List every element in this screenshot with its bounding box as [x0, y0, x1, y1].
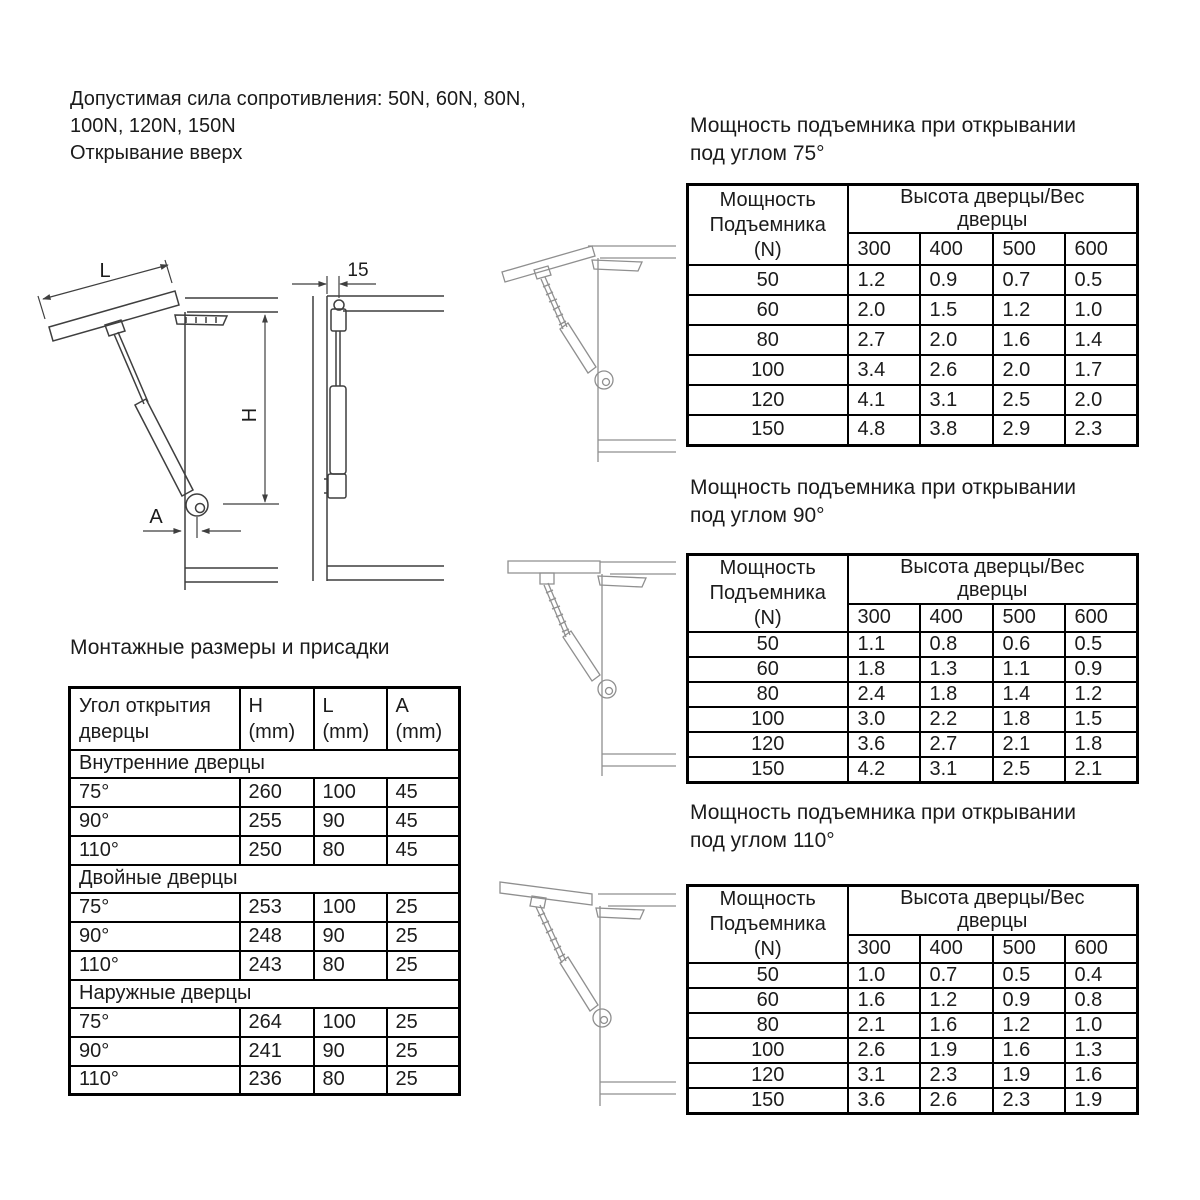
- table-row: [70, 1037, 460, 1066]
- header-line: A: [395, 694, 409, 717]
- table-cell: 260: [240, 778, 314, 807]
- table-row: [688, 265, 1138, 295]
- table-row: [688, 682, 1138, 707]
- table-cell: 110°: [70, 836, 240, 865]
- table-cell: 80: [688, 682, 848, 707]
- col-header-power: [688, 185, 848, 266]
- table-cell: 80: [314, 836, 387, 865]
- mounting-header-row: [70, 688, 460, 750]
- header-line: Высота дверцы/Вес: [900, 186, 1085, 208]
- table-cell: 3.1: [920, 385, 993, 415]
- table-cell: 80: [314, 1066, 387, 1095]
- table-cell: 0.9: [920, 265, 993, 295]
- table-cell: 120: [688, 385, 848, 415]
- header-line: дверцы: [957, 579, 1028, 602]
- section-row: [70, 750, 460, 778]
- table-cell: 1.6: [993, 1038, 1065, 1063]
- table-cell: 4.2: [848, 757, 920, 783]
- power-table-90: [686, 553, 1139, 784]
- header-line: Подъемника: [709, 213, 826, 236]
- table-row: [688, 1088, 1138, 1114]
- table-cell: 120: [688, 732, 848, 757]
- table-cell: 1.1: [848, 632, 920, 657]
- table-cell: 255: [240, 807, 314, 836]
- table-cell: 4.8: [848, 415, 920, 445]
- table-cell: 1.6: [993, 325, 1065, 355]
- table-cell: 1.8: [1065, 732, 1138, 757]
- table-cell: 3.6: [848, 732, 920, 757]
- power-header-row: [688, 886, 1138, 935]
- title-line: Мощность подъемника при открывании: [690, 801, 1077, 824]
- table-cell: 50: [688, 632, 848, 657]
- table-cell: 2.7: [848, 325, 920, 355]
- table-cell: 1.2: [920, 988, 993, 1013]
- intro-line: 100N, 120N, 150N: [70, 115, 236, 137]
- table-cell: 2.9: [993, 415, 1065, 445]
- table-row: [688, 415, 1138, 445]
- table-cell: 60: [688, 657, 848, 682]
- table-cell: 25: [387, 1066, 460, 1095]
- table-cell: 90°: [70, 1037, 240, 1066]
- table-cell: 1.6: [920, 1013, 993, 1038]
- table-cell: 1.5: [920, 295, 993, 325]
- table-cell: 1.2: [993, 295, 1065, 325]
- col-header-power: [688, 555, 848, 633]
- table-cell: 3.6: [848, 1088, 920, 1114]
- col-header-a: [387, 688, 460, 750]
- header-line: дверцы: [79, 720, 150, 743]
- table-cell: 2.2: [920, 707, 993, 732]
- power-table-75: [686, 183, 1139, 447]
- table-cell: 25: [387, 951, 460, 980]
- table-cell: 1.2: [1065, 682, 1138, 707]
- table-cell: 100: [688, 707, 848, 732]
- diagram-75-degrees: [488, 240, 678, 475]
- table-cell: 0.9: [1065, 657, 1138, 682]
- table-cell: 1.8: [993, 707, 1065, 732]
- header-line: Угол открытия: [79, 694, 211, 717]
- header-line: (N): [753, 607, 782, 629]
- table-cell: 45: [387, 807, 460, 836]
- table-cell: 1.4: [1065, 325, 1138, 355]
- table-cell: 2.4: [848, 682, 920, 707]
- header-line: дверцы: [957, 209, 1028, 231]
- table-cell: 0.7: [993, 265, 1065, 295]
- dim-label-l: L: [99, 260, 111, 282]
- header-line: (mm): [322, 720, 370, 743]
- table-cell: 1.2: [993, 1013, 1065, 1038]
- table-cell: 1.9: [993, 1063, 1065, 1088]
- main-mounting-diagram: [25, 255, 285, 605]
- table-cell: 2.5: [993, 385, 1065, 415]
- dim-label-offset: 15: [347, 260, 369, 281]
- table-row: [70, 807, 460, 836]
- table-cell: 90°: [70, 922, 240, 951]
- group-header-height-weight: [848, 185, 1138, 234]
- header-line: L: [322, 694, 334, 717]
- table-cell: 100: [688, 1038, 848, 1063]
- header-line: Мощность: [719, 888, 816, 910]
- table-cell: 250: [240, 836, 314, 865]
- title-line: под углом 110°: [690, 829, 835, 852]
- table-row: [688, 963, 1138, 988]
- table-cell: 3.1: [848, 1063, 920, 1088]
- table-cell: 0.6: [993, 632, 1065, 657]
- table-cell: 45: [387, 836, 460, 865]
- table-row: [70, 836, 460, 865]
- table-row: [688, 732, 1138, 757]
- table-cell: 0.4: [1065, 963, 1138, 988]
- height-col-header: 400: [920, 935, 993, 963]
- table-cell: 100: [314, 1008, 387, 1037]
- dim-label-h: H: [239, 407, 261, 423]
- side-view-diagram: [276, 248, 446, 618]
- header-line: Подъемника: [709, 913, 826, 935]
- table-cell: 100: [314, 778, 387, 807]
- table-cell: 150: [688, 415, 848, 445]
- height-col-header: 300: [848, 935, 920, 963]
- height-col-header: 600: [1065, 233, 1138, 265]
- table-cell: 0.5: [993, 963, 1065, 988]
- header-line: Мощность: [719, 188, 816, 211]
- header-line: Подъемника: [709, 582, 826, 604]
- height-col-header: 300: [848, 604, 920, 632]
- title-line: под углом 90°: [690, 504, 825, 527]
- table-cell: 1.1: [993, 657, 1065, 682]
- table-cell: 236: [240, 1066, 314, 1095]
- power-table-110: [686, 884, 1139, 1115]
- table-cell: 150: [688, 1088, 848, 1114]
- table-cell: 90: [314, 807, 387, 836]
- table-cell: 1.8: [848, 657, 920, 682]
- table-cell: 120: [688, 1063, 848, 1088]
- table-row: [70, 951, 460, 980]
- table-cell: 2.3: [1065, 415, 1138, 445]
- table-row: [688, 632, 1138, 657]
- table-cell: 264: [240, 1008, 314, 1037]
- table-cell: 80: [688, 325, 848, 355]
- group-header-height-weight: [848, 886, 1138, 935]
- table-cell: 100: [688, 355, 848, 385]
- table-cell: 0.7: [920, 963, 993, 988]
- col-header-power: [688, 886, 848, 964]
- table-cell: 1.8: [920, 682, 993, 707]
- table-cell: 2.3: [993, 1088, 1065, 1114]
- table-row: [688, 988, 1138, 1013]
- power-table-110-title: [690, 799, 1076, 855]
- table-row: [70, 778, 460, 807]
- table-cell: 3.1: [920, 757, 993, 783]
- table-row: [688, 1013, 1138, 1038]
- table-cell: 75°: [70, 1008, 240, 1037]
- table-cell: 50: [688, 265, 848, 295]
- mounting-heading: Монтажные размеры и присадки: [70, 636, 390, 659]
- table-cell: 90: [314, 1037, 387, 1066]
- table-cell: 241: [240, 1037, 314, 1066]
- table-cell: 253: [240, 893, 314, 922]
- table-cell: 75°: [70, 893, 240, 922]
- table-row: [688, 1063, 1138, 1088]
- dim-label-a: A: [149, 506, 163, 528]
- table-cell: 2.6: [920, 1088, 993, 1114]
- header-line: H: [248, 694, 263, 717]
- table-cell: 1.5: [1065, 707, 1138, 732]
- dimension-lines: [38, 260, 279, 538]
- height-col-header: 400: [920, 604, 993, 632]
- table-row: [688, 295, 1138, 325]
- table-cell: 4.1: [848, 385, 920, 415]
- table-cell: 1.4: [993, 682, 1065, 707]
- table-row: [70, 1008, 460, 1037]
- table-cell: 2.1: [993, 732, 1065, 757]
- table-cell: 2.0: [848, 295, 920, 325]
- col-header-angle: [70, 688, 240, 750]
- table-cell: 80: [314, 951, 387, 980]
- table-cell: 1.6: [848, 988, 920, 1013]
- table-row: [688, 757, 1138, 783]
- table-row: [688, 1038, 1138, 1063]
- header-line: (N): [753, 238, 782, 261]
- table-cell: 75°: [70, 778, 240, 807]
- table-cell: 2.6: [848, 1038, 920, 1063]
- header-line: (mm): [395, 720, 443, 743]
- table-cell: 2.0: [920, 325, 993, 355]
- table-cell: 2.0: [993, 355, 1065, 385]
- table-cell: 0.5: [1065, 265, 1138, 295]
- table-row: [70, 893, 460, 922]
- table-cell: 60: [688, 988, 848, 1013]
- table-cell: 0.5: [1065, 632, 1138, 657]
- table-cell: 25: [387, 922, 460, 951]
- table-cell: 0.8: [1065, 988, 1138, 1013]
- section-label: Внутренние дверцы: [70, 750, 460, 778]
- header-line: Высота дверцы/Вес: [900, 887, 1085, 910]
- table-cell: 1.0: [848, 963, 920, 988]
- power-header-row: [688, 555, 1138, 604]
- header-line: дверцы: [957, 910, 1028, 933]
- height-col-header: 400: [920, 233, 993, 265]
- intro-line: Допустимая сила сопротивления: 50N, 60N, 80N,: [70, 88, 526, 110]
- height-col-header: 500: [993, 233, 1065, 265]
- height-col-header: 300: [848, 233, 920, 265]
- table-row: [70, 1066, 460, 1095]
- title-line: Мощность подъемника при открывании: [690, 476, 1077, 499]
- table-cell: 1.9: [1065, 1088, 1138, 1114]
- header-line: (mm): [248, 720, 296, 743]
- section-label: Двойные дверцы: [70, 865, 460, 893]
- table-cell: 1.2: [848, 265, 920, 295]
- table-cell: 1.3: [920, 657, 993, 682]
- col-header-l: [314, 688, 387, 750]
- height-col-header: 600: [1065, 935, 1138, 963]
- height-col-header: 500: [993, 935, 1065, 963]
- table-cell: 90: [314, 922, 387, 951]
- diagram-110-degrees: [488, 866, 678, 1116]
- height-col-header: 600: [1065, 604, 1138, 632]
- table-cell: 150: [688, 757, 848, 783]
- table-cell: 110°: [70, 1066, 240, 1095]
- height-col-header: 500: [993, 604, 1065, 632]
- table-cell: 1.3: [1065, 1038, 1138, 1063]
- cabinet-outline: [313, 296, 444, 581]
- table-row: [688, 657, 1138, 682]
- table-cell: 3.0: [848, 707, 920, 732]
- header-line: Мощность: [719, 557, 816, 579]
- table-cell: 2.6: [920, 355, 993, 385]
- group-header-height-weight: [848, 555, 1138, 604]
- table-cell: 2.7: [920, 732, 993, 757]
- table-cell: 100: [314, 893, 387, 922]
- diagram-90-degrees: [488, 548, 678, 788]
- table-cell: 80: [688, 1013, 848, 1038]
- col-header-h: [240, 688, 314, 750]
- table-cell: 25: [387, 1037, 460, 1066]
- header-line: (N): [753, 938, 782, 960]
- cabinet-outline: [175, 298, 278, 590]
- table-cell: 2.3: [920, 1063, 993, 1088]
- table-cell: 60: [688, 295, 848, 325]
- table-row: [688, 707, 1138, 732]
- table-cell: 2.0: [1065, 385, 1138, 415]
- title-line: Мощность подъемника при открывании: [690, 114, 1077, 137]
- section-row: [70, 980, 460, 1008]
- table-cell: 45: [387, 778, 460, 807]
- table-cell: 1.9: [920, 1038, 993, 1063]
- power-table-75-title: [690, 112, 1076, 168]
- table-row: [688, 355, 1138, 385]
- table-cell: 0.8: [920, 632, 993, 657]
- table-cell: 3.8: [920, 415, 993, 445]
- section-label: Наружные дверцы: [70, 980, 460, 1008]
- table-cell: 110°: [70, 951, 240, 980]
- header-line: Высота дверцы/Вес: [900, 556, 1085, 579]
- table-row: [70, 922, 460, 951]
- mounting-table: [68, 686, 461, 1096]
- table-cell: 90°: [70, 807, 240, 836]
- intro-line: Открывание вверх: [70, 142, 243, 164]
- table-cell: 1.0: [1065, 295, 1138, 325]
- table-cell: 243: [240, 951, 314, 980]
- table-cell: 1.7: [1065, 355, 1138, 385]
- table-cell: 0.9: [993, 988, 1065, 1013]
- table-row: [688, 325, 1138, 355]
- power-header-row: [688, 185, 1138, 234]
- table-cell: 1.6: [1065, 1063, 1138, 1088]
- title-line: под углом 75°: [690, 142, 825, 165]
- intro-text: [70, 86, 526, 167]
- power-table-90-title: [690, 474, 1076, 530]
- table-cell: 25: [387, 893, 460, 922]
- table-cell: 3.4: [848, 355, 920, 385]
- table-cell: 1.0: [1065, 1013, 1138, 1038]
- table-cell: 2.5: [993, 757, 1065, 783]
- table-cell: 25: [387, 1008, 460, 1037]
- table-cell: 2.1: [848, 1013, 920, 1038]
- table-cell: 2.1: [1065, 757, 1138, 783]
- table-row: [688, 385, 1138, 415]
- table-cell: 50: [688, 963, 848, 988]
- table-cell: 248: [240, 922, 314, 951]
- section-row: [70, 865, 460, 893]
